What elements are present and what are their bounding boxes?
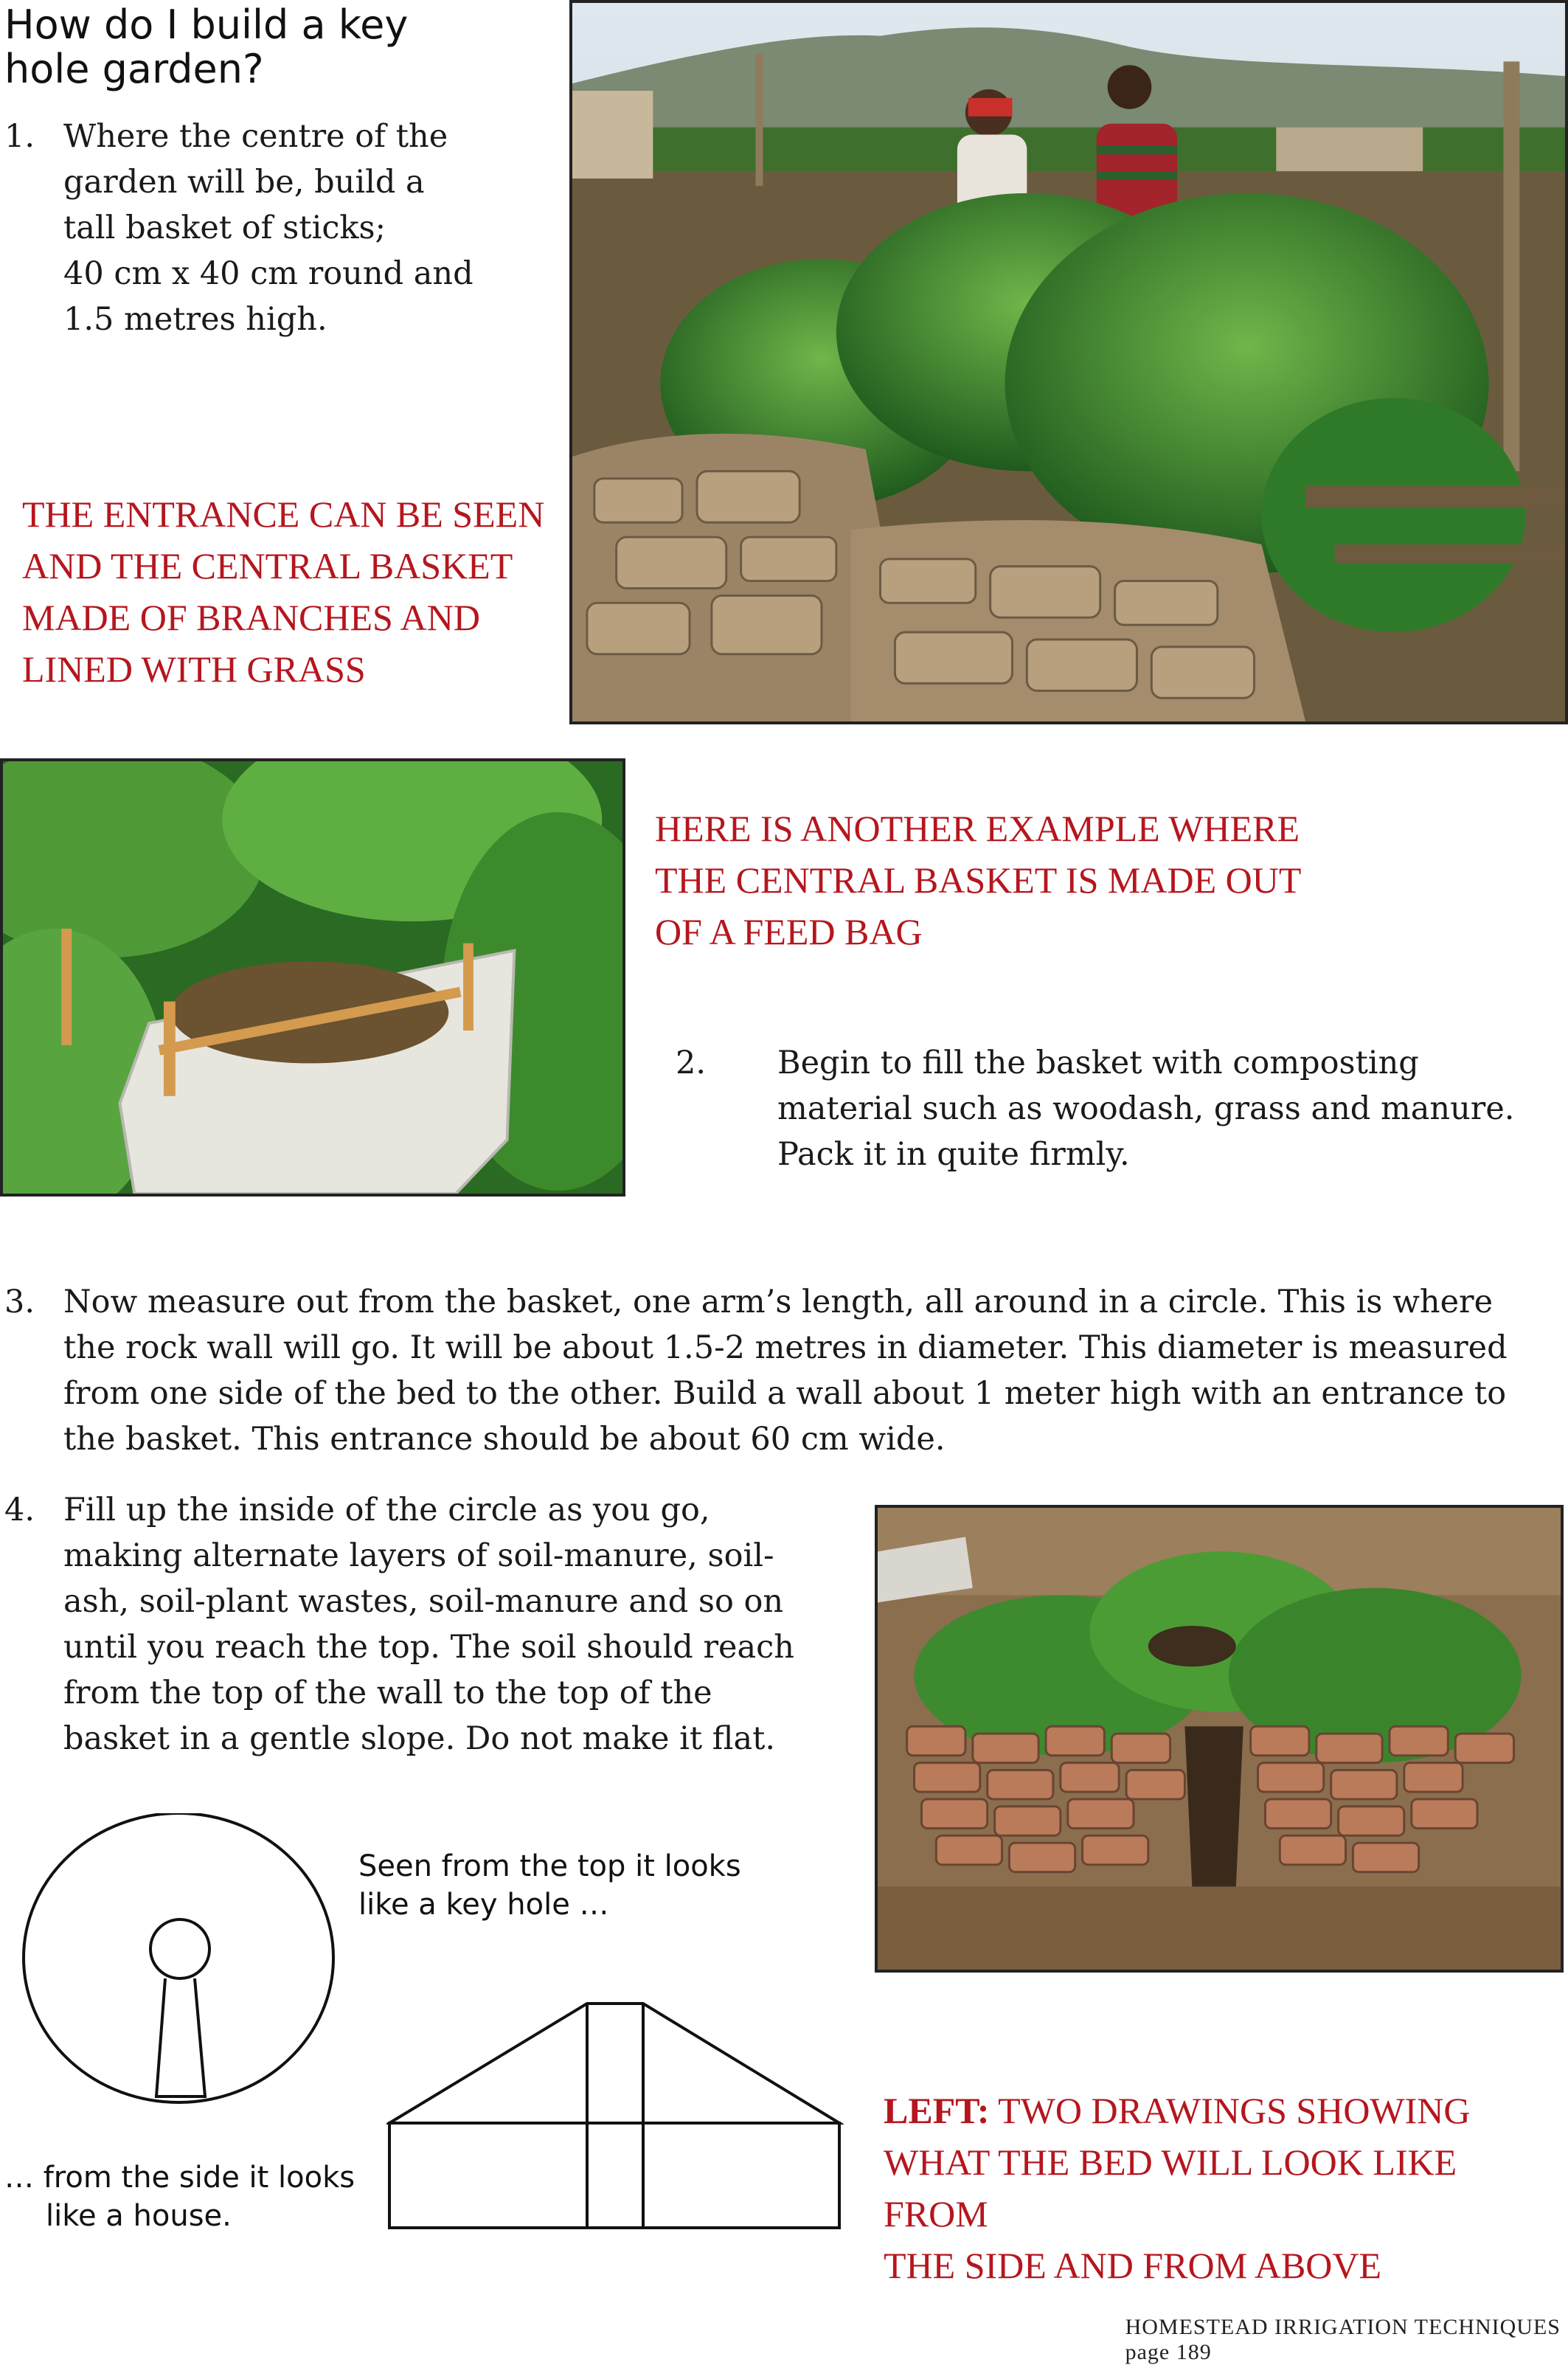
- step-3-line: Now measure out from the basket, one arm’s length, all around in a circle. This is where: [63, 1284, 1494, 1320]
- step-1-number: 1.: [4, 118, 35, 155]
- step-3-line: the basket. This entrance should be about 60 cm wide.: [63, 1421, 946, 1458]
- step-2-line: Pack it in quite firmly.: [777, 1136, 1130, 1173]
- step-3-line: from one side of the bed to the other. Build a wall about 1 meter high with an entrance to: [63, 1375, 1507, 1412]
- caption-feed-bag-line: THE CENTRAL BASKET IS MADE OUT: [655, 859, 1302, 901]
- caption-entrance-line: AND THE CENTRAL BASKET: [22, 545, 513, 586]
- photo-stone-keyhole-bed-image: [878, 1508, 1561, 1970]
- step-3-line: the rock wall will go. It will be about 1.5-2 metres in diameter. This diameter is measured: [63, 1329, 1508, 1366]
- step-1-line: garden will be, build a: [63, 164, 425, 201]
- step-4: [4, 1487, 867, 1762]
- step-4-line: Fill up the inside of the circle as you go,: [63, 1492, 710, 1528]
- note-side-view-line: … from the side it looks: [4, 2161, 355, 2195]
- footer-page-number: page 189: [1125, 2340, 1212, 2364]
- photo-feed-bag-basket-image: [3, 761, 622, 1194]
- page-title-line-2: hole garden?: [4, 46, 264, 92]
- step-2: [676, 1040, 1561, 1177]
- step-2-number: 2.: [676, 1045, 707, 1081]
- step-4-line: until you reach the top. The soil should reach: [63, 1629, 794, 1666]
- step-1-line: tall basket of sticks;: [63, 210, 386, 246]
- photo-keyhole-garden-people: [569, 0, 1568, 724]
- step-3-number: 3.: [4, 1284, 35, 1320]
- note-top-view-line: Seen from the top it looks: [358, 1849, 741, 1883]
- step-4-number: 4.: [4, 1492, 35, 1528]
- step-1-line: 40 cm x 40 cm round and: [63, 255, 473, 292]
- note-side-view-line: like a house.: [46, 2199, 232, 2233]
- footer-label: HOMESTEAD IRRIGATION TECHNIQUES: [1125, 2315, 1561, 2339]
- step-4-line: from the top of the wall to the top of the: [63, 1675, 712, 1711]
- photo-keyhole-garden-people-image: [572, 3, 1565, 721]
- caption-drawings-line: WHAT THE BED WILL LOOK LIKE FROM: [884, 2141, 1457, 2234]
- caption-entrance-line: MADE OF BRANCHES AND: [22, 597, 480, 638]
- page-footer: [1113, 2290, 1561, 2365]
- photo-feed-bag-basket: [0, 758, 625, 1197]
- caption-feed-bag-line: OF A FEED BAG: [655, 911, 923, 952]
- caption-drawings-line: TWO DRAWINGS SHOWING: [989, 2090, 1471, 2131]
- step-2-line: Begin to fill the basket with composting: [777, 1045, 1419, 1081]
- page-title: [4, 3, 550, 91]
- caption-entrance-line: THE ENTRANCE CAN BE SEEN: [22, 494, 545, 535]
- caption-entrance-line: LINED WITH GRASS: [22, 648, 366, 690]
- step-4-line: making alternate layers of soil-manure, soil-: [63, 1537, 774, 1574]
- caption-feed-bag: [655, 803, 1540, 958]
- caption-entrance: [22, 488, 568, 695]
- step-1-line: Where the centre of the: [63, 118, 448, 155]
- photo-stone-keyhole-bed: [875, 1505, 1564, 1973]
- step-4-line: basket in a gentle slope. Do not make it flat.: [63, 1720, 776, 1757]
- step-2-line: material such as woodash, grass and manure.: [777, 1090, 1515, 1127]
- diagram-house-side-view: [386, 1999, 844, 2232]
- caption-feed-bag-line: HERE IS ANOTHER EXAMPLE WHERE: [655, 808, 1300, 849]
- caption-drawings: [884, 2085, 1562, 2291]
- step-4-line: ash, soil-plant wastes, soil-manure and so on: [63, 1583, 784, 1620]
- step-1-line: 1.5 metres high.: [63, 301, 327, 338]
- caption-drawings-line: THE SIDE AND FROM ABOVE: [884, 2245, 1382, 2286]
- note-top-view: [358, 1847, 801, 1924]
- step-1: [4, 114, 550, 342]
- page-title-line-1: How do I build a key: [4, 1, 409, 48]
- diagram-keyhole-top-view: [21, 1813, 336, 2105]
- note-side-view: [4, 2158, 388, 2235]
- note-top-view-line: like a key hole …: [358, 1888, 609, 1922]
- step-3: [4, 1279, 1561, 1462]
- caption-drawings-label: LEFT:: [884, 2090, 990, 2131]
